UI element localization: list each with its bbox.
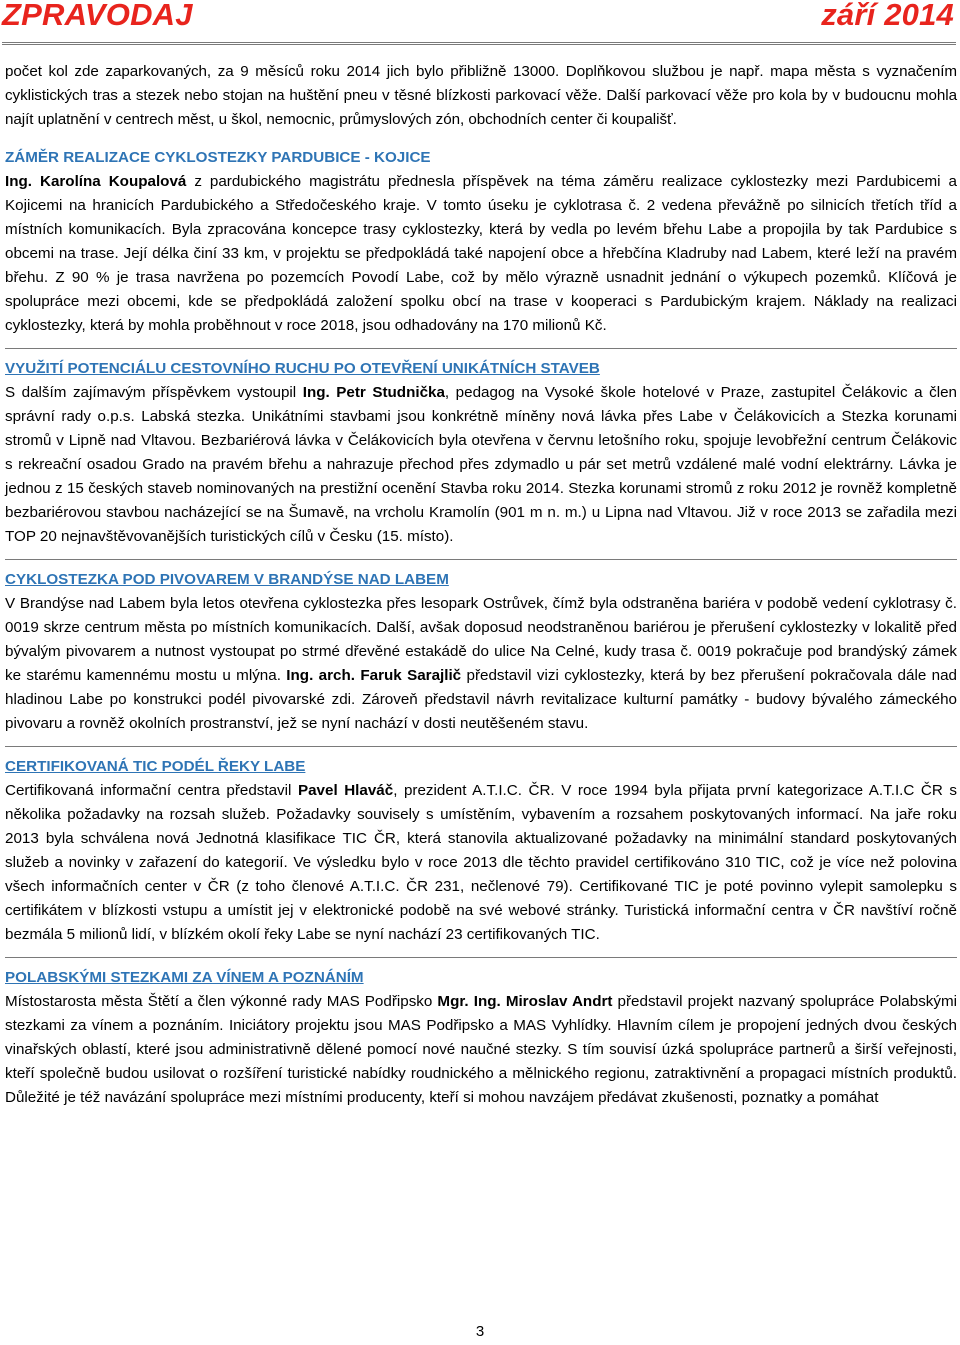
speaker-name: Ing. arch. Faruk Sarajlič	[286, 667, 462, 684]
section-heading-polabskymi: POLABSKÝMI STEZKAMI ZA VÍNEM A POZNÁNÍM	[5, 969, 364, 986]
paragraph-text: V Brandýse nad Labem byla letos otevřena cyklostezka přes lesopark Ostrůvek, čímž byla odstraněna bariéra v podobě vedení cyklotrasy č. 0019 skrze centrum města po místních komunikacích. Další, avšak doposud neodstraněnou bariérou je přerušení cyklostezky v lokalitě před bývalým pivovarem a nutnost vystoupat po strmé dřevěné estakádě do ulice Na Celné, kudy trasa č. 0019 pokračuje pod brandýský zámek ke starému kamennému mostu u mlýna.	[5, 595, 957, 684]
section-heading-vyuziti: VYUŽITÍ POTENCIÁLU CESTOVNÍHO RUCHU PO OTEVŘENÍ UNIKÁTNÍCH STAVEB	[5, 360, 600, 377]
paragraph-text: Certifikovaná informační centra představil	[5, 782, 298, 799]
speaker-name: Mgr. Ing. Miroslav Andrt	[437, 993, 613, 1010]
intro-paragraph	[5, 60, 957, 132]
issue-date: září 2014	[821, 0, 954, 32]
speaker-name: Ing. Petr Studnička	[302, 384, 445, 401]
section-heading-zamer: ZÁMĚR REALIZACE CYKLOSTEZKY PARDUBICE - KOJICE	[5, 149, 431, 166]
paragraph-text: představil projekt nazvaný spolupráce Polabskými stezkami za vínem a poznáním. Iniciátory projektu jsou MAS Podřipsko a MAS Vyhlídky. Hlavním cílem je propojení jedných dvou českých vinařských oblastí, které jsou administrativně dělené pomocí nové naučné stezky. S tím souvisí úzká spolupráce partnerů a širší veřejnosti, kteří společně budou usilovat o rozšíření turistické nabídky roudnického a mělnického regionu, zatraktivnění a propagaci místních produktů. Důležité je též navázání spolupráce mezi místními producenty, kteří si mohou navzájem předávat zkušenosti, poznatky a pomáhat	[5, 993, 957, 1106]
paragraph-text: S dalším zajímavým příspěvkem vystoupil	[5, 384, 303, 401]
section-paragraph-cyklostezka	[5, 592, 957, 736]
article-body	[5, 60, 957, 1110]
section-divider	[5, 559, 957, 560]
paragraph-text: , pedagog na Vysoké škole hotelové v Praze, zastupitel Čelákovic a člen správní rady o.p.s. Labská stezka. Unikátními stavbami jsou konkrétně míněny nová lávka přes Labe v Čelákovicích a Stezka korunami stromů v Lipně nad Vltavou. Bezbariérová lávka v Čelákovicích byla otevřena v červnu letošního roku, spojuje levobřežní centrum Čelákovic s rekreační osadou Grado na pravém břehu a nahrazuje přechod přes zdymadlo u pár set metrů vzdálené malé vodní elektrárny. Lávka je jednou z 15 českých staveb nominovaných na prestižní ocenění Stavba roku 2014. Stezka korunami stromů z roku 2012 je rovněž kompletně bezbariérovou stavbou nacházející se na Šumavě, na vrcholu Kramolín (901 m n. m.) u Lipna nad Vltavou. Již v roce 2013 se zařadila mezi TOP 20 nejnavštěvovanějších turistických cílů v Česku (15. místo).	[5, 384, 957, 545]
section-paragraph-vyuziti	[5, 381, 957, 549]
speaker-name: Ing. Karolína Koupalová	[5, 173, 187, 190]
section-divider	[5, 348, 957, 349]
section-divider	[5, 746, 957, 747]
newsletter-title: ZPRAVODAJ	[2, 0, 193, 32]
paragraph-text: , prezident A.T.I.C. ČR. V roce 1994 byla přijata první kategorizace A.T.I.C ČR s několika požadavky na rozsah služeb. Požadavky souvisely s umístěním, vybavením a rozsahem poskytovaných informací. Na jaře roku 2013 byla schválena nová Jednotná klasifikace TIC ČR, která stanovila aktualizované požadavky na minimální standard poskytovaných služeb a novinky v zařazení do kategorií. Ve výsledku bylo v roce 2013 dle těchto pravidel certifikováno 310 TIC, což je více než polovina všech informačních center v ČR (z toho členové A.T.I.C. ČR 231, nečlenové 79). Certifikované TIC je poté povinno vylepit samolepku s certifikátem v blízkosti vstupu a umístit jej v elektronické podobě na své webové stránky. Turistická informační centra v ČR navštíví ročně bezmála 5 milionů lidí, v blízkém okolí řeky Labe se nyní nachází 23 certifikovaných TIC.	[5, 782, 957, 943]
page-number: 3	[475, 1323, 485, 1340]
section-divider	[5, 957, 957, 958]
section-paragraph-zamer	[5, 170, 957, 338]
section-heading-certifikovana: CERTIFIKOVANÁ TIC PODÉL ŘEKY LABE	[5, 758, 306, 775]
paragraph-text: Místostarosta města Štětí a člen výkonné rady MAS Podřipsko	[5, 993, 438, 1010]
intro-text: počet kol zde zaparkovaných, za 9 měsíců roku 2014 jich bylo přibližně 13000. Doplňkovou službou je např. mapa města s vyznačením cyklistických tras a stezek nebo stojan na huštění pneu v těsné blízkosti parkovací věže. Další parkovací věže pro kola by v budoucnu mohla najít uplatnění v centrech měst, u škol, nemocnic, průmyslových zón, obchodních center či koupališť.	[5, 63, 957, 128]
section-heading-cyklostezka: CYKLOSTEZKA POD PIVOVAREM V BRANDÝSE NAD LABEM	[5, 571, 449, 588]
header-divider	[2, 42, 956, 45]
speaker-name: Pavel Hlaváč	[297, 782, 394, 799]
section-paragraph-polabskymi	[5, 990, 957, 1110]
section-paragraph-certifikovana	[5, 779, 957, 947]
page-header	[2, 0, 954, 38]
paragraph-text: z pardubického magistrátu přednesla příspěvek na téma záměru realizace cyklostezky mezi Pardubicemi a Kojicemi na hranicích Pardubického a Středočeského kraje. V tomto úseku je cyklotrasa č. 2 vedena převážně po silnicích třetích tříd a místních komunikacích. Byla zpracována koncepce trasy cyklostezky, která by vedla po levém břehu Labe a propojila by tak Pardubice s obcemi na trase. Její délka činí 33 km, v projektu se předpokládá také napojení obce a hřebčína Kladruby nad Labem, které leží na pravém břehu. Z 90 % je trasa navržena po pozemcích Povodí Labe, což by mělo výrazně usnadnit jednání o výkupech pozemků. Klíčová je spolupráce mezi obcemi, kde se předpokládá založení spolku obcí na trase v kooperaci s Pardubickým krajem. Náklady na realizaci cyklostezky, která by mohla proběhnout v roce 2018, jsou odhadovány na 170 milionů Kč.	[5, 173, 957, 334]
paragraph-text: představil vizi cyklostezky, která by bez přerušení pokračovala dále nad hladinou Labe po konstrukci podél pivovarské zdi. Zároveň představil návrh revitalizace kulturní památky - budovy bývalého zámeckého pivovaru a rovněž okolních prostranství, jež se nyní nachází v dosti neutěšeném stavu.	[5, 667, 957, 732]
